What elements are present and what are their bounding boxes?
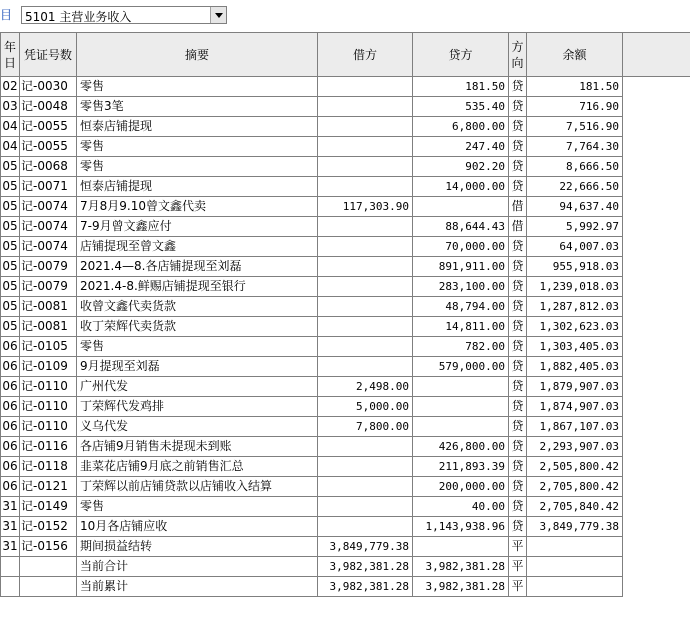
cell-debit: 5,000.00: [318, 397, 413, 417]
account-select[interactable]: [21, 6, 227, 24]
cell-voucher: 记-0071: [20, 177, 77, 197]
cell-debit: [318, 337, 413, 357]
cell-summary: 零售: [77, 337, 318, 357]
cell-dir: 贷: [509, 437, 527, 457]
cell-voucher: 记-0074: [20, 237, 77, 257]
side-label: 目: [0, 8, 13, 22]
cell-dir: 贷: [509, 477, 527, 497]
table-row[interactable]: [1, 117, 690, 137]
cell-summary: 7-9月曾文鑫应付: [77, 217, 318, 237]
cell-credit: 902.20: [413, 157, 509, 177]
cell-voucher: 记-0081: [20, 297, 77, 317]
cell-summary: 丁荣辉代发鸡排: [77, 397, 318, 417]
table-row[interactable]: [1, 217, 690, 237]
table-row[interactable]: [1, 577, 690, 597]
cell-dir: 贷: [509, 97, 527, 117]
cell-day: 05: [1, 197, 20, 217]
cell-balance: 181.50: [527, 77, 623, 97]
table-row[interactable]: [1, 537, 690, 557]
cell-dir: 贷: [509, 257, 527, 277]
cell-dir: 借: [509, 217, 527, 237]
cell-debit: 3,849,779.38: [318, 537, 413, 557]
cell-dir: 贷: [509, 177, 527, 197]
cell-voucher: 记-0118: [20, 457, 77, 477]
cell-balance: 2,293,907.03: [527, 437, 623, 457]
cell-summary: 店铺提现至曾文鑫: [77, 237, 318, 257]
cell-voucher: 记-0048: [20, 97, 77, 117]
cell-dir: 贷: [509, 417, 527, 437]
ledger-table: [0, 32, 690, 597]
cell-debit: 2,498.00: [318, 377, 413, 397]
cell-credit: 891,911.00: [413, 257, 509, 277]
cell-credit: 782.00: [413, 337, 509, 357]
cell-dir: 贷: [509, 397, 527, 417]
cell-balance: 5,992.97: [527, 217, 623, 237]
cell-balance: 3,849,779.38: [527, 517, 623, 537]
toolbar: [0, 0, 693, 30]
cell-summary: 零售3笔: [77, 97, 318, 117]
cell-debit: [318, 117, 413, 137]
cell-day: 06: [1, 397, 20, 417]
cell-credit: 211,893.39: [413, 457, 509, 477]
cell-day: 06: [1, 417, 20, 437]
cell-summary: 零售: [77, 157, 318, 177]
cell-balance: 1,302,623.03: [527, 317, 623, 337]
column-header-balance[interactable]: 余额: [527, 33, 623, 77]
cell-dir: 贷: [509, 297, 527, 317]
cell-dir: 贷: [509, 77, 527, 97]
cell-summary: 7月8月9.10曾文鑫代卖: [77, 197, 318, 217]
cell-debit: [318, 217, 413, 237]
ledger-header-row: [1, 33, 690, 77]
cell-day: 05: [1, 157, 20, 177]
cell-debit: [318, 137, 413, 157]
cell-credit: [413, 417, 509, 437]
cell-day: 05: [1, 257, 20, 277]
cell-day: 04: [1, 117, 20, 137]
cell-balance: 1,287,812.03: [527, 297, 623, 317]
cell-credit: 3,982,381.28: [413, 577, 509, 597]
cell-day: 05: [1, 277, 20, 297]
cell-dir: 平: [509, 577, 527, 597]
cell-debit: [318, 437, 413, 457]
cell-dir: 贷: [509, 117, 527, 137]
cell-voucher: [20, 577, 77, 597]
table-row[interactable]: [1, 77, 690, 97]
cell-credit: 6,800.00: [413, 117, 509, 137]
table-row[interactable]: [1, 497, 690, 517]
table-row[interactable]: [1, 477, 690, 497]
cell-balance: 64,007.03: [527, 237, 623, 257]
cell-credit: 426,800.00: [413, 437, 509, 457]
cell-day: 05: [1, 217, 20, 237]
cell-balance: 7,516.90: [527, 117, 623, 137]
ledger-table-wrap: [0, 32, 690, 597]
cell-credit: 1,143,938.96: [413, 517, 509, 537]
cell-day: 06: [1, 357, 20, 377]
cell-credit: 88,644.43: [413, 217, 509, 237]
cell-credit: 181.50: [413, 77, 509, 97]
cell-day: 06: [1, 337, 20, 357]
cell-dir: 贷: [509, 357, 527, 377]
chevron-down-icon[interactable]: [210, 7, 226, 23]
table-row[interactable]: [1, 437, 690, 457]
cell-dir: 贷: [509, 517, 527, 537]
cell-day: [1, 557, 20, 577]
cell-debit: [318, 77, 413, 97]
cell-voucher: 记-0074: [20, 217, 77, 237]
cell-summary: 收曾文鑫代卖货款: [77, 297, 318, 317]
cell-summary: 2021.4-8.鲜赐店铺提现至银行: [77, 277, 318, 297]
cell-voucher: 记-0110: [20, 377, 77, 397]
cell-balance: 2,705,800.42: [527, 477, 623, 497]
cell-summary: 零售: [77, 137, 318, 157]
cell-debit: [318, 457, 413, 477]
column-header-credit[interactable]: 贷方: [413, 33, 509, 77]
cell-balance: 955,918.03: [527, 257, 623, 277]
cell-summary: 零售: [77, 497, 318, 517]
ledger-body: [1, 77, 690, 597]
column-header-direction-line2: 向: [511, 55, 524, 70]
cell-credit: 14,811.00: [413, 317, 509, 337]
cell-balance: [527, 577, 623, 597]
cell-summary: 10月各店铺应收: [77, 517, 318, 537]
cell-voucher: 记-0055: [20, 117, 77, 137]
cell-summary: 各店铺9月销售未提现未到账: [77, 437, 318, 457]
cell-voucher: 记-0079: [20, 257, 77, 277]
cell-day: 06: [1, 437, 20, 457]
cell-debit: [318, 237, 413, 257]
cell-credit: 247.40: [413, 137, 509, 157]
cell-dir: 贷: [509, 277, 527, 297]
column-header-summary[interactable]: 摘要: [77, 33, 318, 77]
cell-voucher: 记-0110: [20, 397, 77, 417]
cell-balance: 22,666.50: [527, 177, 623, 197]
cell-summary: 韭菜花店铺9月底之前销售汇总: [77, 457, 318, 477]
cell-summary: 恒泰店铺提现: [77, 117, 318, 137]
cell-balance: 1,867,107.03: [527, 417, 623, 437]
cell-credit: 40.00: [413, 497, 509, 517]
column-header-filler: [623, 33, 690, 77]
cell-balance: 7,764.30: [527, 137, 623, 157]
cell-credit: [413, 377, 509, 397]
cell-debit: [318, 97, 413, 117]
cell-day: 02: [1, 77, 20, 97]
cell-summary: 收丁荣辉代卖货款: [77, 317, 318, 337]
cell-debit: 3,982,381.28: [318, 577, 413, 597]
cell-debit: 117,303.90: [318, 197, 413, 217]
cell-debit: [318, 497, 413, 517]
cell-credit: 283,100.00: [413, 277, 509, 297]
cell-balance: 716.90: [527, 97, 623, 117]
cell-dir: 贷: [509, 137, 527, 157]
cell-voucher: 记-0116: [20, 437, 77, 457]
cell-dir: 贷: [509, 457, 527, 477]
table-row[interactable]: [1, 97, 690, 117]
cell-summary: 期间损益结转: [77, 537, 318, 557]
cell-debit: [318, 157, 413, 177]
cell-balance: 1,874,907.03: [527, 397, 623, 417]
cell-voucher: 记-0149: [20, 497, 77, 517]
cell-debit: [318, 477, 413, 497]
cell-debit: 3,982,381.28: [318, 557, 413, 577]
cell-credit: 535.40: [413, 97, 509, 117]
table-row[interactable]: [1, 257, 690, 277]
cell-voucher: 记-0055: [20, 137, 77, 157]
table-row[interactable]: [1, 377, 690, 397]
cell-dir: 贷: [509, 237, 527, 257]
cell-credit: [413, 537, 509, 557]
table-row[interactable]: [1, 397, 690, 417]
cell-day: 05: [1, 237, 20, 257]
cell-balance: 2,505,800.42: [527, 457, 623, 477]
cell-day: 05: [1, 177, 20, 197]
column-header-day-year: 年: [3, 39, 16, 54]
cell-day: 06: [1, 477, 20, 497]
cell-voucher: 记-0152: [20, 517, 77, 537]
cell-balance: 8,666.50: [527, 157, 623, 177]
cell-voucher: 记-0030: [20, 77, 77, 97]
cell-summary: 丁荣辉以前店铺贷款以店铺收入结算: [77, 477, 318, 497]
cell-dir: 贷: [509, 157, 527, 177]
cell-voucher: 记-0105: [20, 337, 77, 357]
cell-balance: 2,705,840.42: [527, 497, 623, 517]
column-header-direction-line1: 方: [511, 39, 524, 54]
cell-debit: [318, 277, 413, 297]
table-row[interactable]: [1, 557, 690, 577]
cell-debit: [318, 317, 413, 337]
cell-day: 31: [1, 537, 20, 557]
cell-day: 31: [1, 497, 20, 517]
cell-balance: [527, 537, 623, 557]
cell-day: 06: [1, 457, 20, 477]
cell-balance: 1,882,405.03: [527, 357, 623, 377]
cell-day: 05: [1, 297, 20, 317]
table-row[interactable]: [1, 137, 690, 157]
cell-voucher: [20, 557, 77, 577]
cell-day: 06: [1, 377, 20, 397]
table-row[interactable]: [1, 297, 690, 317]
cell-voucher: 记-0110: [20, 417, 77, 437]
table-row[interactable]: [1, 277, 690, 297]
cell-voucher: 记-0081: [20, 317, 77, 337]
table-row[interactable]: [1, 457, 690, 477]
cell-summary: 当前累计: [77, 577, 318, 597]
column-header-day-day: 日: [3, 55, 16, 70]
column-header-day[interactable]: [1, 33, 20, 77]
cell-voucher: 记-0074: [20, 197, 77, 217]
cell-day: 03: [1, 97, 20, 117]
column-header-direction[interactable]: [509, 33, 527, 77]
cell-debit: [318, 357, 413, 377]
cell-credit: 14,000.00: [413, 177, 509, 197]
cell-day: [1, 577, 20, 597]
cell-summary: 广州代发: [77, 377, 318, 397]
cell-voucher: 记-0121: [20, 477, 77, 497]
table-row[interactable]: [1, 337, 690, 357]
cell-credit: 579,000.00: [413, 357, 509, 377]
cell-debit: 7,800.00: [318, 417, 413, 437]
cell-balance: 94,637.40: [527, 197, 623, 217]
cell-balance: [527, 557, 623, 577]
cell-credit: 200,000.00: [413, 477, 509, 497]
cell-dir: 贷: [509, 497, 527, 517]
cell-dir: 平: [509, 537, 527, 557]
cell-voucher: 记-0068: [20, 157, 77, 177]
column-header-voucher[interactable]: 凭证号数: [20, 33, 77, 77]
cell-debit: [318, 257, 413, 277]
table-row[interactable]: [1, 197, 690, 217]
cell-dir: 平: [509, 557, 527, 577]
cell-dir: 贷: [509, 377, 527, 397]
cell-summary: 零售: [77, 77, 318, 97]
cell-credit: 3,982,381.28: [413, 557, 509, 577]
cell-debit: [318, 517, 413, 537]
table-row[interactable]: [1, 417, 690, 437]
cell-summary: 恒泰店铺提现: [77, 177, 318, 197]
cell-summary: 当前合计: [77, 557, 318, 577]
table-row[interactable]: [1, 157, 690, 177]
table-row[interactable]: [1, 177, 690, 197]
cell-credit: [413, 197, 509, 217]
account-select-value: 5101 主营业务收入: [25, 10, 132, 24]
cell-balance: 1,239,018.03: [527, 277, 623, 297]
cell-balance: 1,879,907.03: [527, 377, 623, 397]
table-row[interactable]: [1, 357, 690, 377]
cell-voucher: 记-0079: [20, 277, 77, 297]
cell-debit: [318, 297, 413, 317]
column-header-debit[interactable]: 借方: [318, 33, 413, 77]
cell-voucher: 记-0109: [20, 357, 77, 377]
cell-summary: 2021.4—8.各店铺提现至刘磊: [77, 257, 318, 277]
cell-summary: 义乌代发: [77, 417, 318, 437]
cell-dir: 贷: [509, 337, 527, 357]
cell-credit: 48,794.00: [413, 297, 509, 317]
cell-summary: 9月提现至刘磊: [77, 357, 318, 377]
cell-debit: [318, 177, 413, 197]
cell-credit: [413, 397, 509, 417]
cell-credit: 70,000.00: [413, 237, 509, 257]
cell-dir: 贷: [509, 317, 527, 337]
table-row[interactable]: [1, 517, 690, 537]
cell-dir: 借: [509, 197, 527, 217]
table-row[interactable]: [1, 237, 690, 257]
cell-day: 05: [1, 317, 20, 337]
cell-voucher: 记-0156: [20, 537, 77, 557]
cell-day: 31: [1, 517, 20, 537]
cell-balance: 1,303,405.03: [527, 337, 623, 357]
table-row[interactable]: [1, 317, 690, 337]
cell-day: 04: [1, 137, 20, 157]
